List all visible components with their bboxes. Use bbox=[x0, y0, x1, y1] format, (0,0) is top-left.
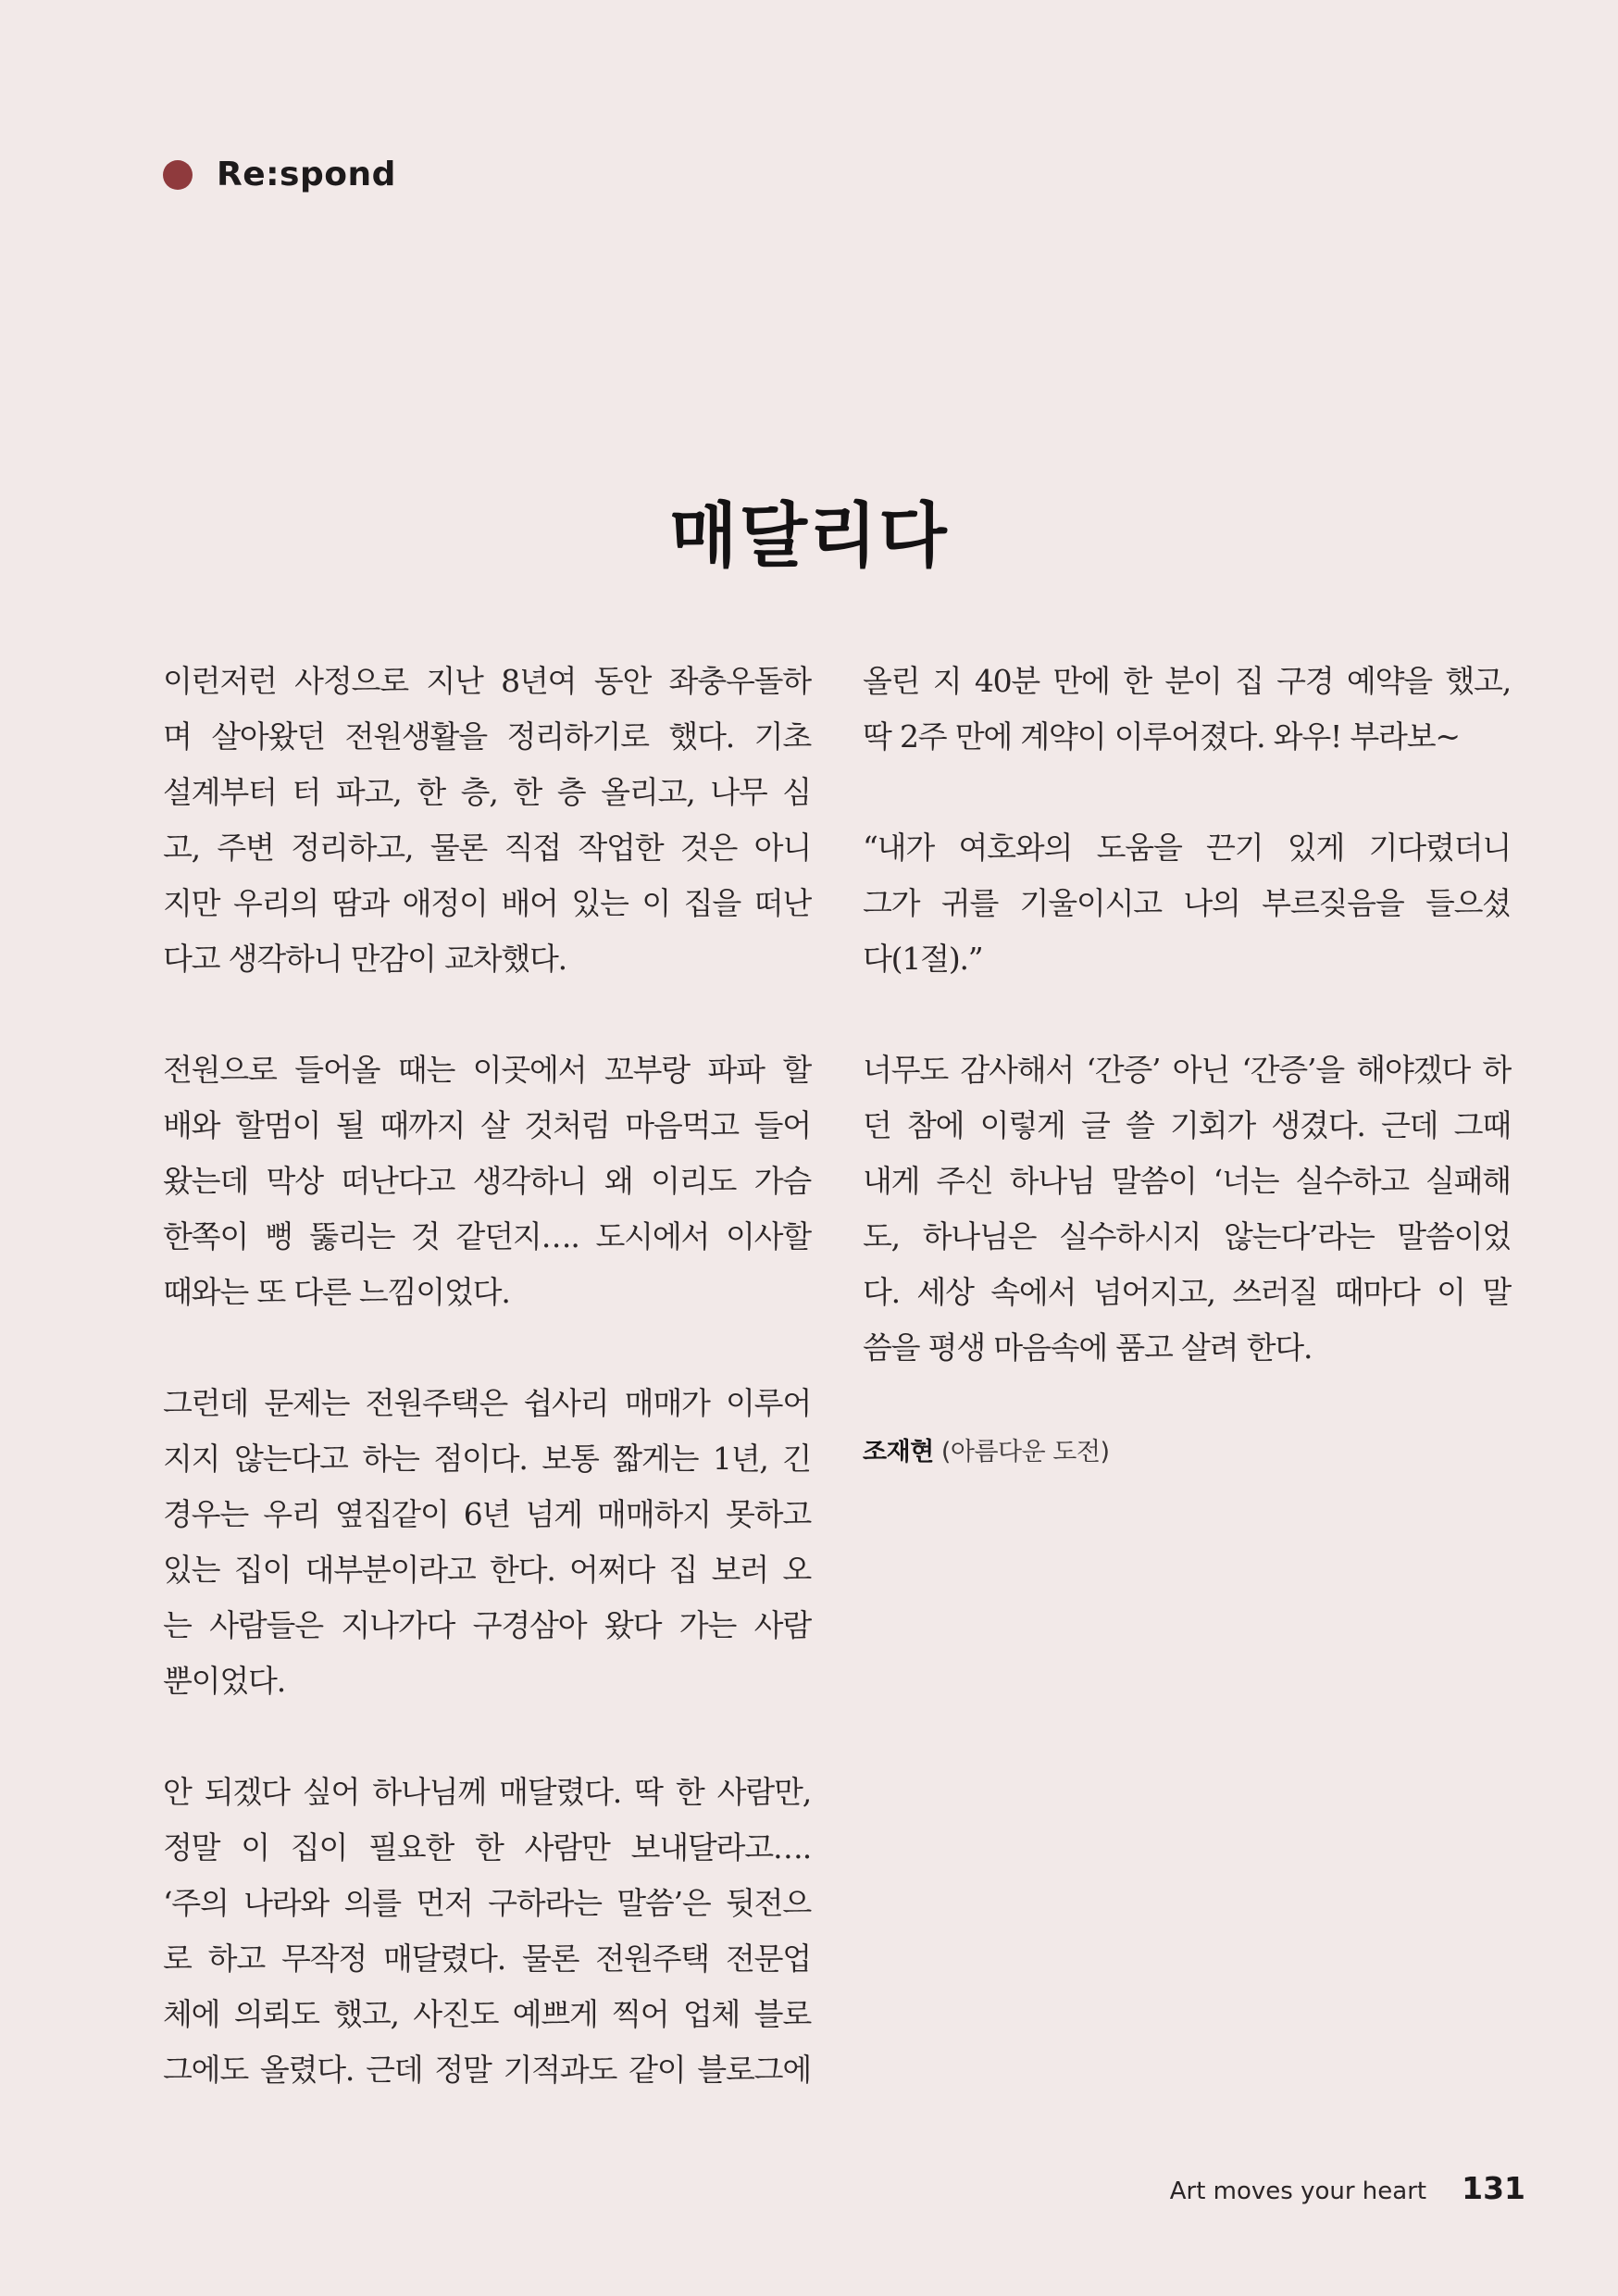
text-line: 로 하고 무작정 매달렸다. 물론 전원주택 전문업 bbox=[163, 1940, 811, 1977]
paragraph bbox=[163, 654, 811, 987]
text-line: 그에도 올렸다. 근데 정말 기적과도 같이 블로그에 bbox=[163, 2052, 811, 2088]
right-column bbox=[863, 654, 1511, 1467]
text-line: 다(1절).” bbox=[863, 941, 983, 977]
section-tag bbox=[163, 156, 396, 193]
text-line: 다. 세상 속에서 넘어지고, 쓰러질 때마다 이 말 bbox=[863, 1274, 1511, 1310]
text-line: 배와 할멈이 될 때까지 살 것처럼 마음먹고 들어 bbox=[163, 1107, 811, 1143]
footer-tagline: Art moves your heart bbox=[1169, 2177, 1427, 2205]
author-affiliation: (아름다운 도전) bbox=[940, 1438, 1110, 1466]
text-line: 있는 집이 대부분이라고 한다. 어쩌다 집 보러 오 bbox=[163, 1552, 811, 1588]
text-line: 안 되겠다 싶어 하나님께 매달렸다. 딱 한 사람만, bbox=[163, 1774, 811, 1810]
text-line: 는 사람들은 지나가다 구경삼아 왔다 가는 사람 bbox=[163, 1607, 811, 1643]
text-line: 경우는 우리 옆집같이 6년 넘게 매매하지 못하고 bbox=[163, 1496, 811, 1532]
section-dot-icon bbox=[163, 160, 193, 190]
text-line: 지지 않는다고 하는 점이다. 보통 짧게는 1년, 긴 bbox=[163, 1441, 811, 1477]
paragraph bbox=[863, 1042, 1511, 1376]
text-line: 고, 주변 정리하고, 물론 직접 작업한 것은 아니 bbox=[163, 830, 811, 866]
paragraph bbox=[863, 654, 1511, 765]
paragraph bbox=[863, 820, 1511, 987]
author-name: 조재현 bbox=[863, 1438, 934, 1466]
article-title: 매달리다 bbox=[669, 494, 949, 577]
section-label: Re:spond bbox=[217, 156, 396, 193]
text-line: 며 살아왔던 전원생활을 정리하기로 했다. 기초 bbox=[163, 718, 811, 755]
text-line: 그가 귀를 기울이시고 나의 부르짖음을 들으셨 bbox=[863, 885, 1511, 921]
text-line: 체에 의뢰도 했고, 사진도 예쁘게 찍어 업체 블로 bbox=[163, 1996, 811, 2032]
paragraph bbox=[163, 1042, 811, 1320]
text-line: ‘주의 나라와 의를 먼저 구하라는 말씀’은 뒷전으 bbox=[163, 1885, 811, 1921]
text-line: 뿐이었다. bbox=[163, 1663, 286, 1699]
text-line: 딱 2주 만에 계약이 이루어졌다. 와우! 부라보~ bbox=[863, 718, 1460, 755]
paragraph bbox=[163, 1376, 811, 1709]
text-line: 도, 하나님은 실수하시지 않는다’라는 말씀이었 bbox=[863, 1218, 1511, 1254]
text-line: 정말 이 집이 필요한 한 사람만 보내달라고…. bbox=[163, 1829, 811, 1866]
page-number: 131 bbox=[1462, 2170, 1525, 2206]
text-line: “내가 여호와의 도움을 끈기 있게 기다렸더니 bbox=[863, 830, 1511, 866]
text-line: 올린 지 40분 만에 한 분이 집 구경 예약을 했고, bbox=[863, 663, 1511, 699]
text-line: 너무도 감사해서 ‘간증’ 아닌 ‘간증’을 해야겠다 하 bbox=[863, 1052, 1511, 1088]
text-line: 지만 우리의 땀과 애정이 배어 있는 이 집을 떠난 bbox=[163, 885, 811, 921]
text-line: 그런데 문제는 전원주택은 쉽사리 매매가 이루어 bbox=[163, 1385, 811, 1421]
text-line: 던 참에 이렇게 글 쓸 기회가 생겼다. 근데 그때 bbox=[863, 1107, 1511, 1143]
text-line: 내게 주신 하나님 말씀이 ‘너는 실수하고 실패해 bbox=[863, 1163, 1511, 1199]
text-line: 설계부터 터 파고, 한 층, 한 층 올리고, 나무 심 bbox=[163, 774, 811, 810]
author-credit bbox=[863, 1431, 1511, 1467]
text-line: 다고 생각하니 만감이 교차했다. bbox=[163, 941, 566, 977]
text-line: 전원으로 들어올 때는 이곳에서 꼬부랑 파파 할 bbox=[163, 1052, 811, 1088]
text-line: 왔는데 막상 떠난다고 생각하니 왜 이리도 가슴 bbox=[163, 1163, 811, 1199]
text-line: 이런저런 사정으로 지난 8년여 동안 좌충우돌하 bbox=[163, 663, 811, 699]
paragraph bbox=[163, 1765, 811, 2098]
page-footer bbox=[1170, 2170, 1525, 2206]
text-line: 때와는 또 다른 느낌이었다. bbox=[163, 1274, 510, 1310]
text-line: 씀을 평생 마음속에 품고 살려 한다. bbox=[863, 1329, 1313, 1366]
left-column bbox=[163, 654, 811, 2153]
text-line: 한쪽이 뻥 뚫리는 것 같던지…. 도시에서 이사할 bbox=[163, 1218, 811, 1254]
